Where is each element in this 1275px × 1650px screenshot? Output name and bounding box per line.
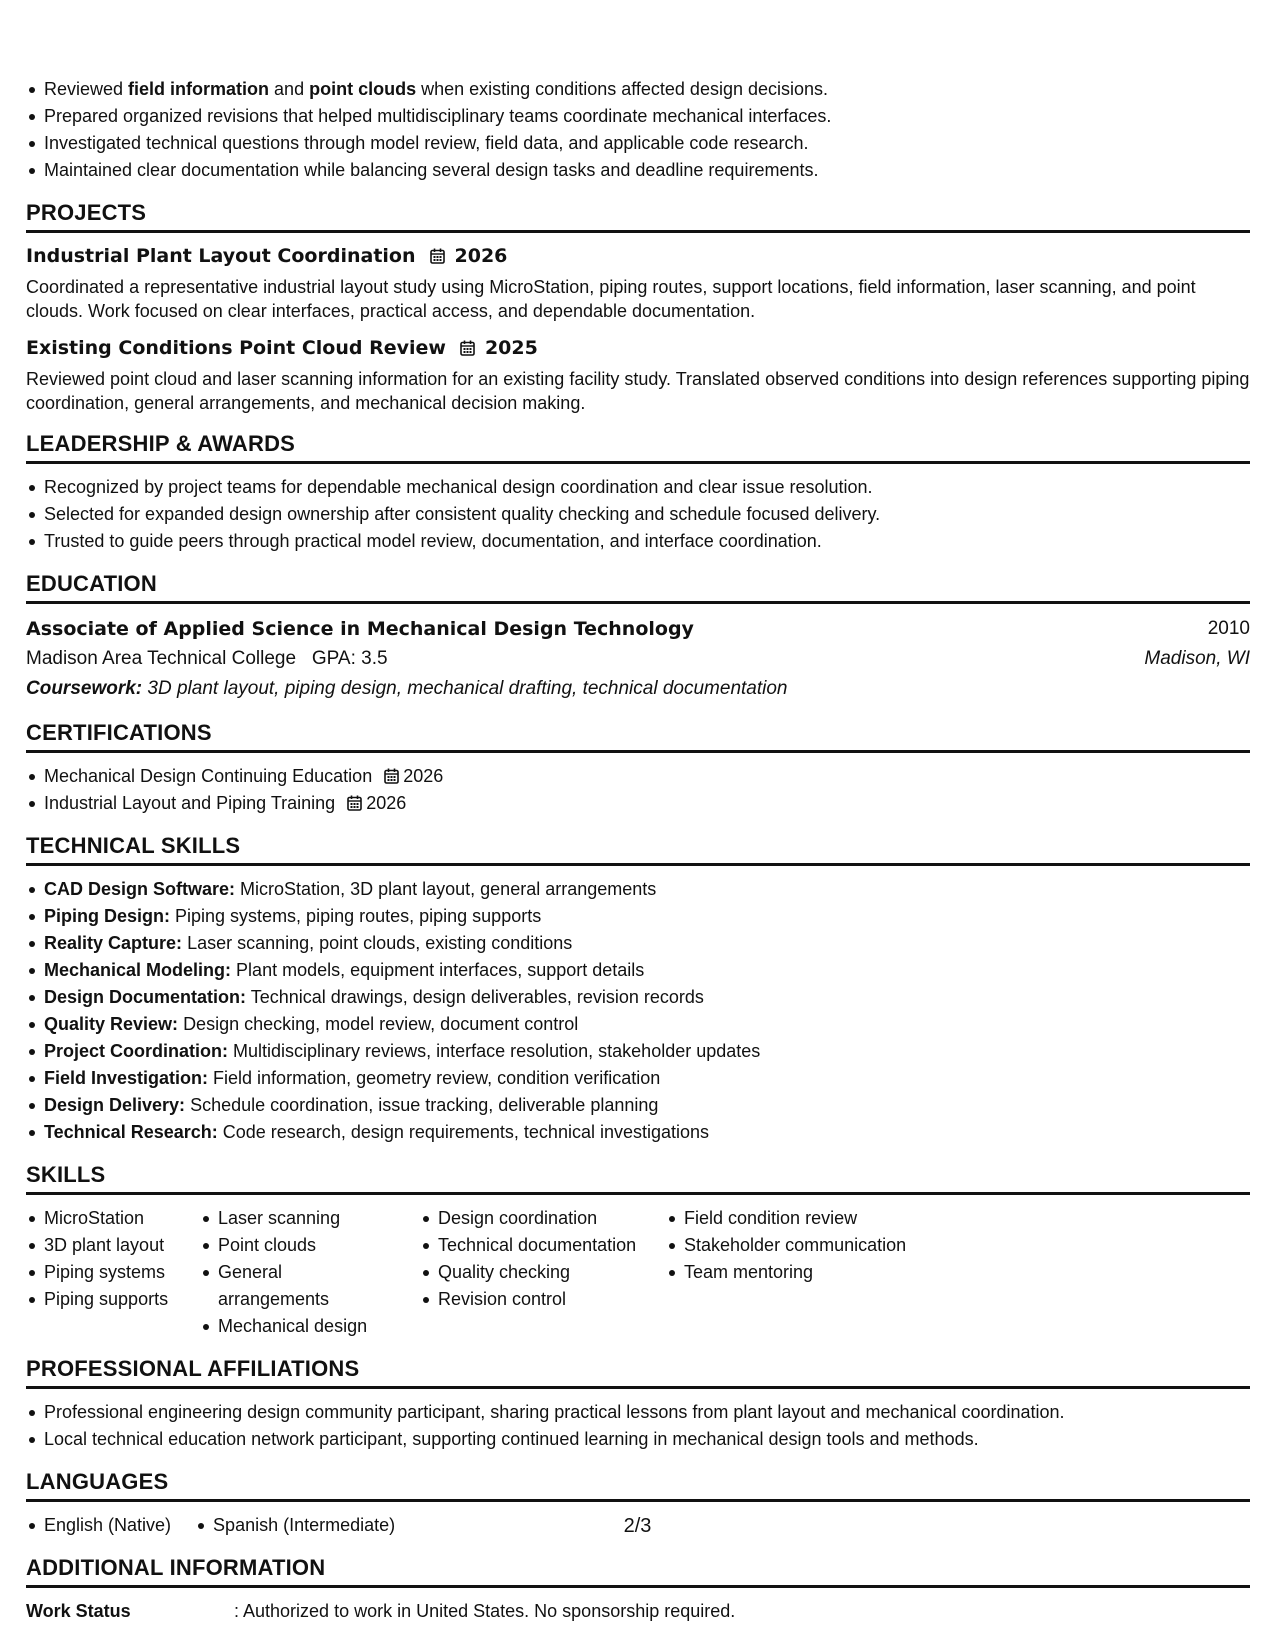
list-item: Field condition review — [666, 1205, 906, 1232]
calendar-icon — [430, 248, 445, 264]
project-name: Industrial Plant Layout Coordination — [26, 245, 416, 267]
list-item: Maintained clear documentation while balancing several design tasks and deadline requirements. — [26, 157, 1250, 184]
certification-year: 2026 — [366, 793, 407, 813]
skill-value: Field information, geometry review, condition verification — [213, 1068, 661, 1088]
skill-label: Project Coordination: — [44, 1041, 228, 1061]
skill-label: CAD Design Software: — [44, 879, 236, 899]
project-item — [26, 335, 1250, 415]
section-title-certifications: CERTIFICATIONS — [26, 720, 212, 745]
project-title-row — [26, 243, 1250, 269]
skill-label: Quality Review: — [44, 1014, 179, 1034]
skill-label: Mechanical Modeling: — [44, 960, 232, 980]
education-school-row — [26, 644, 1250, 674]
list-item — [26, 1065, 1250, 1092]
list-item: Revision control — [420, 1286, 642, 1313]
list-item — [26, 957, 1250, 984]
list-item: Laser scanning — [200, 1205, 396, 1232]
list-item — [26, 1038, 1250, 1065]
project-description: Coordinated a representative industrial layout study using MicroStation, piping routes, support locations, field information, laser scanning, and point clouds. Work focused on clear interfaces, practical access, and dependable documentation. — [26, 277, 1196, 321]
section-title-projects: PROJECTS — [26, 200, 147, 225]
skills-column — [200, 1205, 396, 1340]
work-status-row — [26, 1598, 1250, 1624]
certification-year: 2026 — [403, 766, 444, 786]
skill-label: Piping Design: — [44, 906, 170, 926]
list-item: Spanish (Intermediate) — [195, 1512, 395, 1539]
bullet-text: and — [269, 79, 310, 99]
resume-page — [26, 76, 1250, 1624]
list-item: English (Native) — [26, 1512, 171, 1539]
list-item: Recognized by project teams for dependable mechanical design coordination and clear issue resolution. — [26, 474, 1250, 501]
skills-column — [666, 1205, 906, 1340]
school-info — [26, 644, 388, 674]
list-item: Piping systems — [26, 1259, 176, 1286]
list-item: Design coordination — [420, 1205, 642, 1232]
calendar-icon — [384, 768, 399, 784]
skills-column — [420, 1205, 642, 1340]
skill-label: Reality Capture: — [44, 933, 183, 953]
graduation-year: 2010 — [1207, 618, 1250, 639]
section-divider — [26, 1386, 1250, 1389]
list-item: 3D plant layout — [26, 1232, 176, 1259]
project-name: Existing Conditions Point Cloud Review — [26, 337, 446, 359]
skill-value: MicroStation, 3D plant layout, general arrangements — [240, 879, 657, 899]
project-year: 2026 — [454, 245, 508, 267]
list-item: Team mentoring — [666, 1259, 906, 1286]
skill-value: Technical drawings, design deliverables, revision records — [250, 987, 704, 1007]
list-item — [26, 1011, 1250, 1038]
section-title-affiliations: PROFESSIONAL AFFILIATIONS — [26, 1356, 360, 1381]
list-item: MicroStation — [26, 1205, 176, 1232]
list-item: Mechanical design — [200, 1313, 396, 1340]
affiliations-list — [26, 1399, 1250, 1453]
section-divider — [26, 1192, 1250, 1195]
coursework-row — [26, 674, 1250, 704]
skills-column — [26, 1205, 176, 1340]
education-degree-row — [26, 614, 1250, 644]
section-title-skills: SKILLS — [26, 1162, 106, 1187]
section-title-technical-skills: TECHNICAL SKILLS — [26, 833, 241, 858]
list-item — [26, 790, 1250, 817]
skill-label: Field Investigation: — [44, 1068, 209, 1088]
skill-value: Plant models, equipment interfaces, support details — [236, 960, 645, 980]
section-title-leadership: LEADERSHIP & AWARDS — [26, 431, 296, 456]
leadership-list — [26, 474, 1250, 555]
bullet-text: Reviewed — [44, 79, 129, 99]
skill-label: Technical Research: — [44, 1122, 218, 1142]
list-item — [26, 763, 1250, 790]
gpa: GPA: 3.5 — [311, 648, 388, 669]
section-divider — [26, 601, 1250, 604]
list-item — [26, 876, 1250, 903]
skill-value: Multidisciplinary reviews, interface resolution, stakeholder updates — [233, 1041, 761, 1061]
list-item: Trusted to guide peers through practical model review, documentation, and interface coordination. — [26, 528, 1250, 555]
section-divider — [26, 461, 1250, 464]
calendar-icon — [347, 795, 362, 811]
list-item: Stakeholder communication — [666, 1232, 906, 1259]
list-item: Piping supports — [26, 1286, 176, 1313]
section-divider — [26, 1585, 1250, 1588]
list-item — [26, 1119, 1250, 1146]
project-title-row — [26, 335, 1250, 361]
list-item: Investigated technical questions through model review, field data, and applicable code research. — [26, 130, 1250, 157]
skill-value: Code research, design requirements, technical investigations — [222, 1122, 710, 1142]
skills-grid — [26, 1205, 1250, 1340]
list-item — [26, 1092, 1250, 1119]
bullet-bold: field information — [128, 79, 270, 99]
coursework-text: 3D plant layout, piping design, mechanical drafting, technical documentation — [147, 678, 788, 699]
technical-skills-list — [26, 876, 1250, 1146]
school-location: Madison, WI — [1144, 648, 1250, 669]
list-item: Professional engineering design community participant, sharing practical lessons from plant layout and mechanical coordination. — [26, 1399, 1250, 1426]
list-item: Quality checking — [420, 1259, 642, 1286]
skill-label: Design Delivery: — [44, 1095, 186, 1115]
certification-name: Mechanical Design Continuing Education — [44, 766, 373, 786]
list-item: Technical documentation — [420, 1232, 642, 1259]
list-item: Point clouds — [200, 1232, 396, 1259]
list-item — [26, 903, 1250, 930]
bullet-bold: point clouds — [309, 79, 417, 99]
section-divider — [26, 1499, 1250, 1502]
list-item: Selected for expanded design ownership after consistent quality checking and schedule focused delivery. — [26, 501, 1250, 528]
skill-label: Design Documentation: — [44, 987, 247, 1007]
list-item — [26, 76, 1250, 103]
list-item: Prepared organized revisions that helped multidisciplinary teams coordinate mechanical interfaces. — [26, 103, 1250, 130]
project-item — [26, 243, 1250, 323]
section-divider — [26, 863, 1250, 866]
info-label: Work Status — [26, 1601, 131, 1621]
skill-value: Design checking, model review, document control — [183, 1014, 579, 1034]
certifications-list — [26, 763, 1250, 817]
bullet-text: when existing conditions affected design decisions. — [416, 79, 829, 99]
degree-name: Associate of Applied Science in Mechanical Design Technology — [26, 618, 694, 640]
project-year: 2025 — [484, 337, 538, 359]
section-divider — [26, 230, 1250, 233]
skill-value: Laser scanning, point clouds, existing conditions — [187, 933, 573, 953]
experience-bullets — [26, 76, 1250, 184]
list-item — [26, 984, 1250, 1011]
list-item: General arrangements — [200, 1259, 396, 1313]
info-value: : Authorized to work in United States. No sponsorship required. — [234, 1601, 736, 1621]
calendar-icon — [460, 340, 475, 356]
section-title-languages: LANGUAGES — [26, 1469, 169, 1494]
coursework-label: Coursework: — [26, 678, 143, 699]
list-item: Local technical education network participant, supporting continued learning in mechanical design tools and methods. — [26, 1426, 1250, 1453]
list-item — [26, 930, 1250, 957]
certification-name: Industrial Layout and Piping Training — [44, 793, 336, 813]
school-name: Madison Area Technical College — [26, 648, 297, 669]
project-description: Reviewed point cloud and laser scanning information for an existing facility study. Translated observed conditions into design references supporting piping coordination, general arrangements, and mechanical decision making. — [26, 369, 1250, 413]
section-divider — [26, 750, 1250, 753]
page-number: 2/3 — [623, 1515, 652, 1537]
section-title-additional-info: ADDITIONAL INFORMATION — [26, 1555, 326, 1580]
section-title-education: EDUCATION — [26, 571, 157, 596]
skill-value: Schedule coordination, issue tracking, deliverable planning — [190, 1095, 659, 1115]
skill-value: Piping systems, piping routes, piping supports — [175, 906, 542, 926]
